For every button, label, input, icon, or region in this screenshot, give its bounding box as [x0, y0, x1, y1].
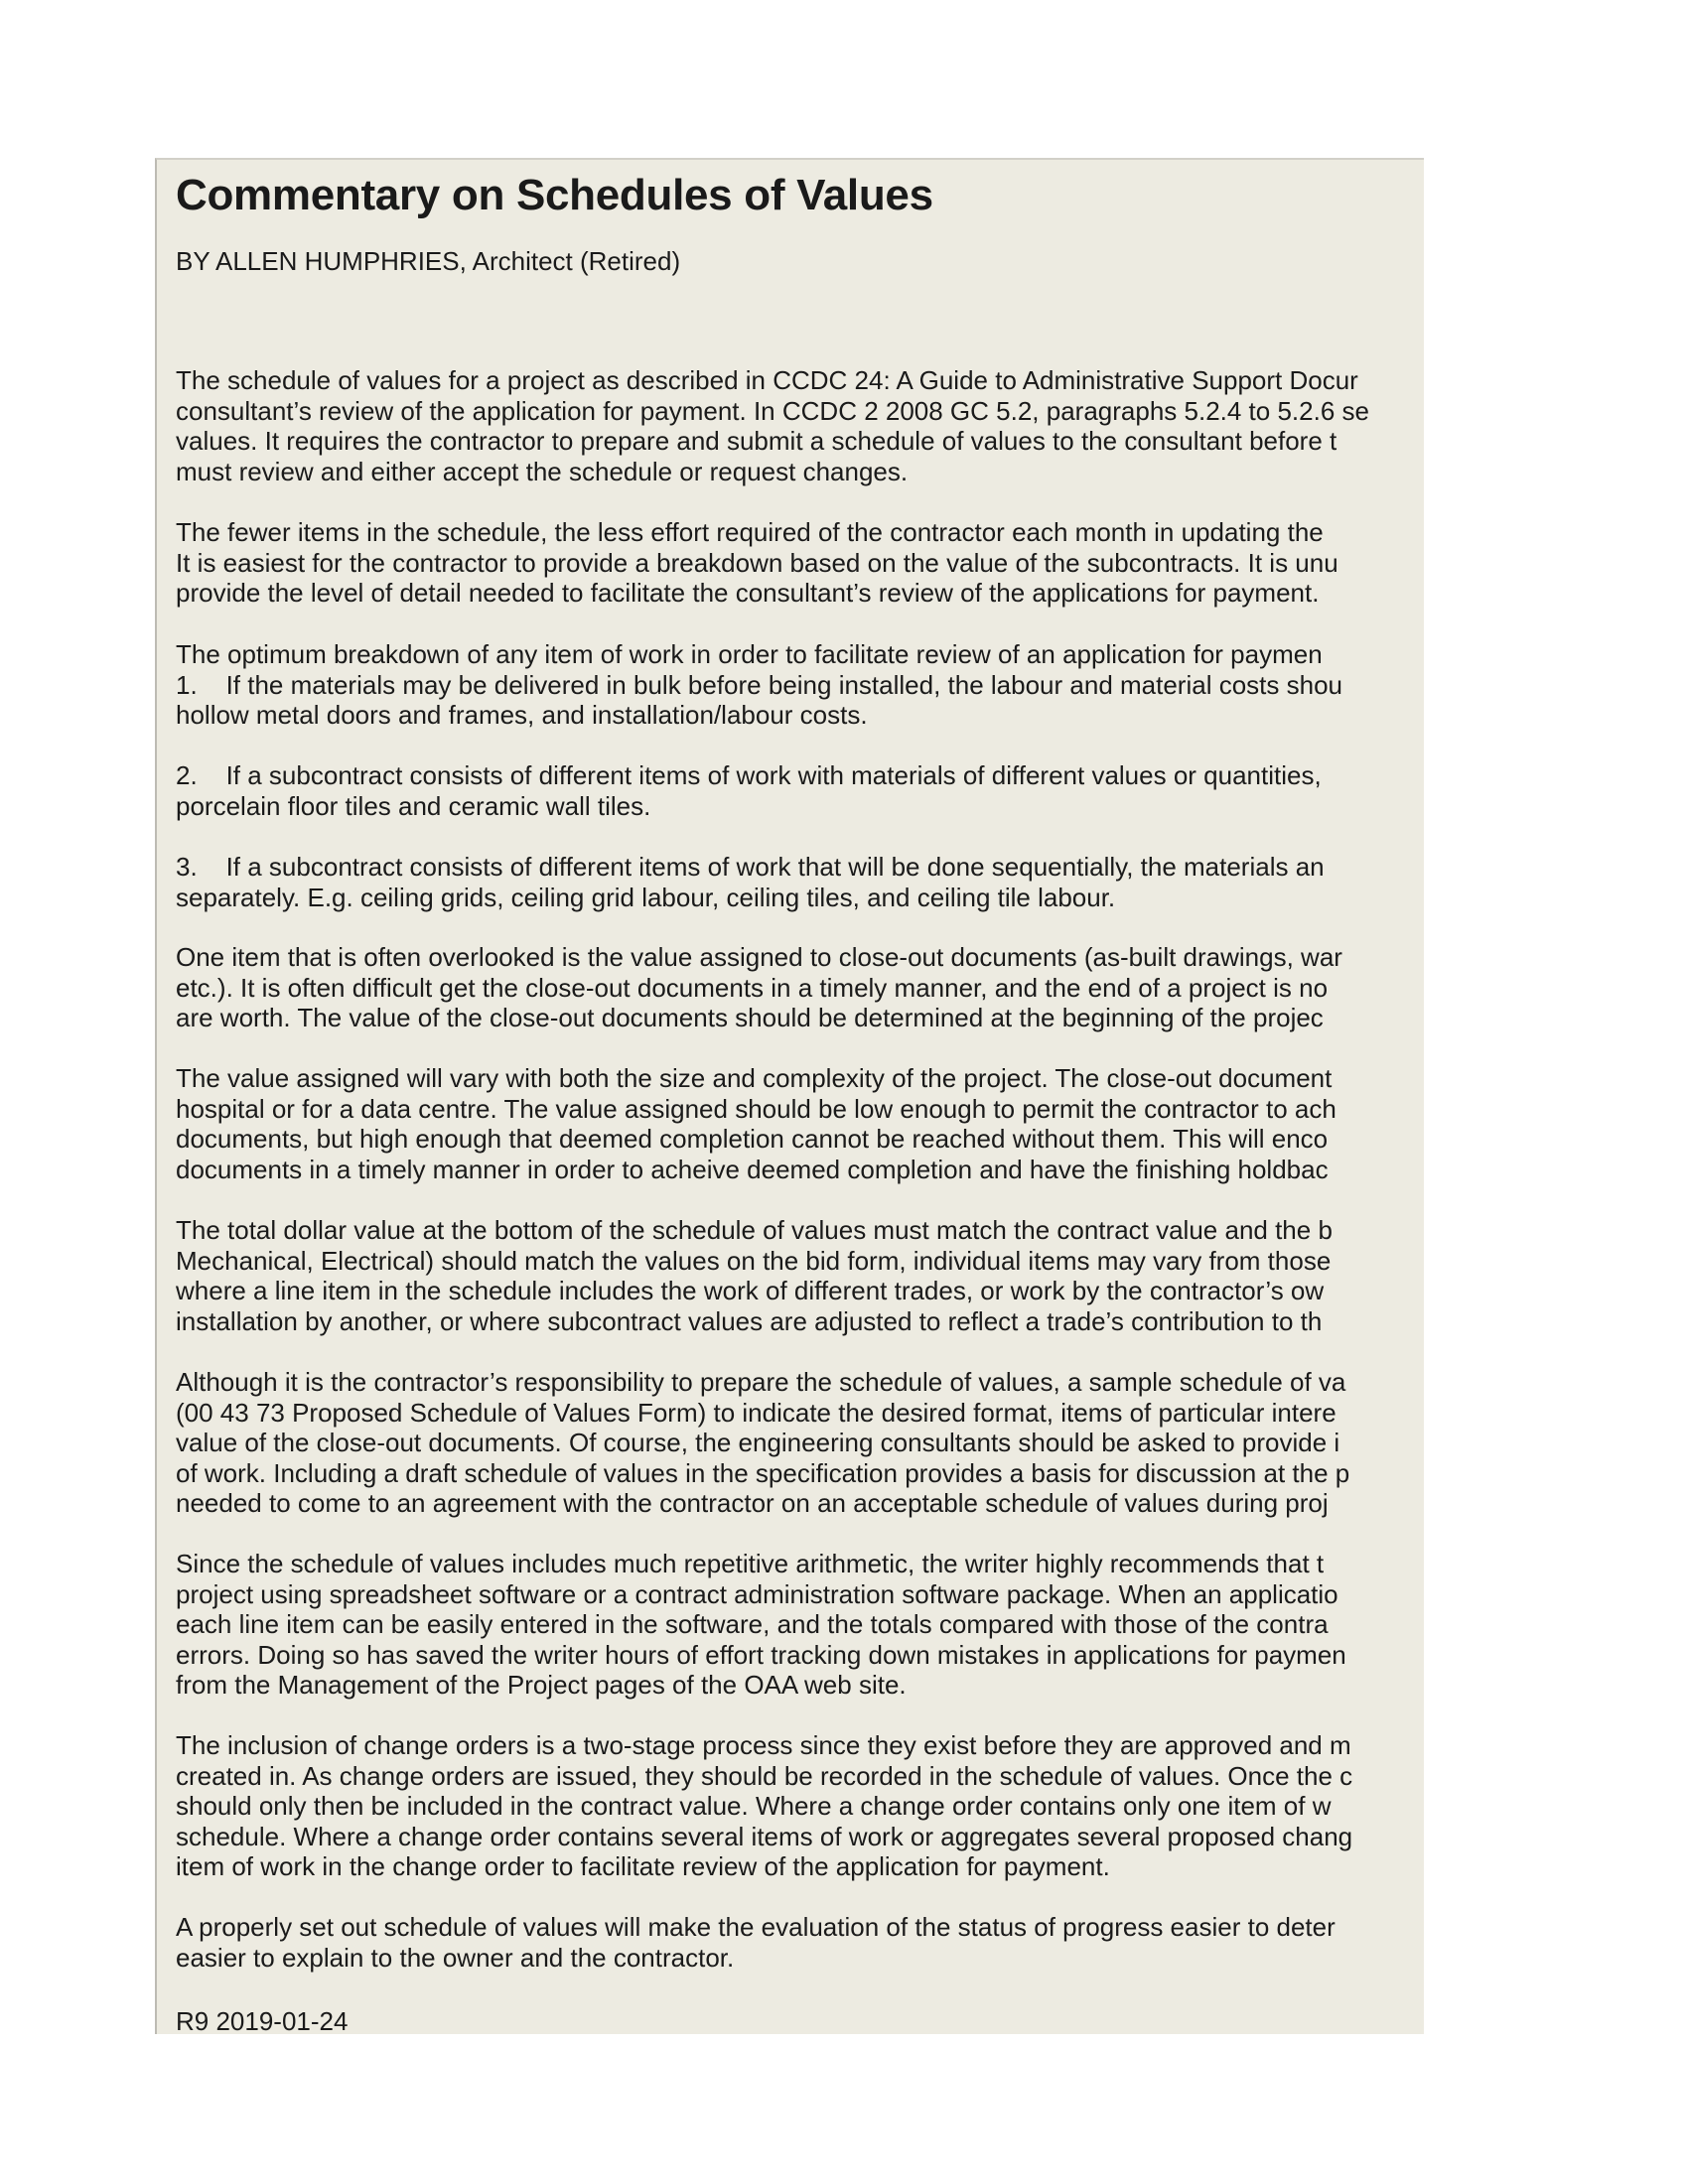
paragraph-line: provide the level of detail needed to facilitate the consultant’s review of the applications for payment.: [176, 578, 1320, 608]
paragraph-line: are worth. The value of the close-out documents should be determined at the beginning of the projec: [176, 1003, 1324, 1032]
paragraph-line: (00 43 73 Proposed Schedule of Values Form) to indicate the desired format, items of particular intere: [176, 1397, 1336, 1428]
paragraph-line: item of work in the change order to facilitate review of the application for payment.: [176, 1851, 1110, 1881]
paragraph-line: A properly set out schedule of values will make the evaluation of the status of progress easier to deter: [176, 1912, 1336, 1942]
paragraph-line: schedule. Where a change order contains several items of work or aggregates several proposed chang: [176, 1821, 1353, 1851]
paragraph-line: Mechanical, Electrical) should match the values on the bid form, individual items may vary from those: [176, 1245, 1332, 1276]
paragraph-line: The schedule of values for a project as described in CCDC 24: A Guide to Administrative Support Docur: [176, 365, 1358, 395]
list-item-1: 1. If the materials may be delivered in bulk before being installed, the labour and material costs shou: [176, 669, 1342, 700]
document-title: Commentary on Schedules of Values: [176, 171, 933, 219]
paragraph-line: documents in a timely manner in order to acheive deemed completion and have the finishing holdbac: [176, 1154, 1329, 1184]
paragraph-line: etc.). It is often difficult get the close-out documents in a timely manner, and the end of a project is no: [176, 972, 1329, 1003]
paragraph-line: The optimum breakdown of any item of work in order to facilitate review of an application for paymen: [176, 639, 1323, 669]
paragraph-change-orders: [176, 1730, 1352, 1882]
paragraph-sample-schedule: [176, 1367, 1349, 1519]
paragraph-line: each line item can be easily entered in the software, and the totals compared with those of the contra: [176, 1609, 1329, 1639]
paragraph-line: 2. If a subcontract consists of different items of work with materials of different values or quantities,: [176, 760, 1322, 790]
paragraph-fewer-items: [176, 517, 1338, 609]
paragraph-line: It is easiest for the contractor to provide a breakdown based on the value of the subcontracts. It is unu: [176, 547, 1338, 578]
paragraph-line: Since the schedule of values includes much repetitive arithmetic, the writer highly recommends that t: [176, 1549, 1325, 1578]
paragraph-line: separately. E.g. ceiling grids, ceiling grid labour, ceiling tiles, and ceiling tile labour.: [176, 882, 1116, 912]
paragraph-line: consultant’s review of the application for payment. In CCDC 2 2008 GC 5.2, paragraphs 5.2.4 to 5.2.6 se: [176, 395, 1369, 426]
paragraph-line: should only then be included in the contract value. Where a change order contains only one item of w: [176, 1791, 1332, 1821]
paragraph-line: easier to explain to the owner and the contractor.: [176, 1942, 735, 1973]
paragraph-spreadsheet-software: [176, 1549, 1346, 1701]
paragraph-line: Although it is the contractor’s responsibility to prepare the schedule of values, a sample schedule of va: [176, 1367, 1346, 1397]
paragraph-line: must review and either accept the schedule or request changes.: [176, 456, 909, 486]
list-item-3: [176, 852, 1325, 912]
paragraph-line: values. It requires the contractor to prepare and submit a schedule of values to the consultant before t: [176, 426, 1337, 456]
paragraph-line: value of the close-out documents. Of course, the engineering consultants should be asked to provide i: [176, 1428, 1340, 1457]
document-page: [155, 158, 1424, 2034]
paragraph-line: The total dollar value at the bottom of the schedule of values must match the contract value and the b: [176, 1215, 1333, 1245]
author-byline: BY ALLEN HUMPHRIES, Architect (Retired): [176, 246, 681, 276]
paragraph-line: created in. As change orders are issued, they should be recorded in the schedule of values. Once the c: [176, 1760, 1353, 1791]
paragraph-optimum-breakdown: [176, 639, 1342, 731]
paragraph-conclusion: [176, 1912, 1336, 1973]
paragraph-intro: [176, 365, 1369, 486]
paragraph-line: of work. Including a draft schedule of values in the specification provides a basis for discussion at the p: [176, 1457, 1350, 1488]
paragraph-line: from the Management of the Project pages of the OAA web site.: [176, 1670, 907, 1700]
paragraph-line: The inclusion of change orders is a two-stage process since they exist before they are approved and m: [176, 1730, 1351, 1760]
paragraph-line: documents, but high enough that deemed completion cannot be reached without them. This will enco: [176, 1124, 1329, 1154]
paragraph-line: installation by another, or where subcontract values are adjusted to reflect a trade’s contribution to th: [176, 1305, 1323, 1336]
paragraph-line: errors. Doing so has saved the writer hours of effort tracking down mistakes in applications for paymen: [176, 1639, 1346, 1670]
paragraph-line: project using spreadsheet software or a contract administration software package. When an applicatio: [176, 1578, 1338, 1609]
list-item-2: [176, 760, 1322, 821]
paragraph-close-out-documents: [176, 942, 1342, 1033]
revision-date: R9 2019-01-24: [176, 2006, 349, 2034]
paragraph-total-dollar-value: [176, 1215, 1333, 1336]
paragraph-line: hospital or for a data centre. The value assigned should be low enough to permit the contractor to ach: [176, 1093, 1336, 1124]
paragraph-line: The value assigned will vary with both the size and complexity of the project. The close-out document: [176, 1063, 1333, 1093]
paragraph-line: where a line item in the schedule includes the work of different trades, or work by the contractor’s ow: [176, 1276, 1325, 1305]
paragraph-line: One item that is often overlooked is the value assigned to close-out documents (as-built drawings, war: [176, 942, 1342, 972]
paragraph-line: porcelain floor tiles and ceramic wall tiles.: [176, 790, 651, 821]
paragraph-line: hollow metal doors and frames, and installation/labour costs.: [176, 700, 868, 730]
paragraph-value-assigned: [176, 1063, 1336, 1184]
paragraph-line: 3. If a subcontract consists of different items of work that will be done sequentially, the materials an: [176, 852, 1325, 882]
paragraph-line: The fewer items in the schedule, the less effort required of the contractor each month in updating the: [176, 517, 1324, 547]
paragraph-line: needed to come to an agreement with the contractor on an acceptable schedule of values during proj: [176, 1488, 1329, 1518]
